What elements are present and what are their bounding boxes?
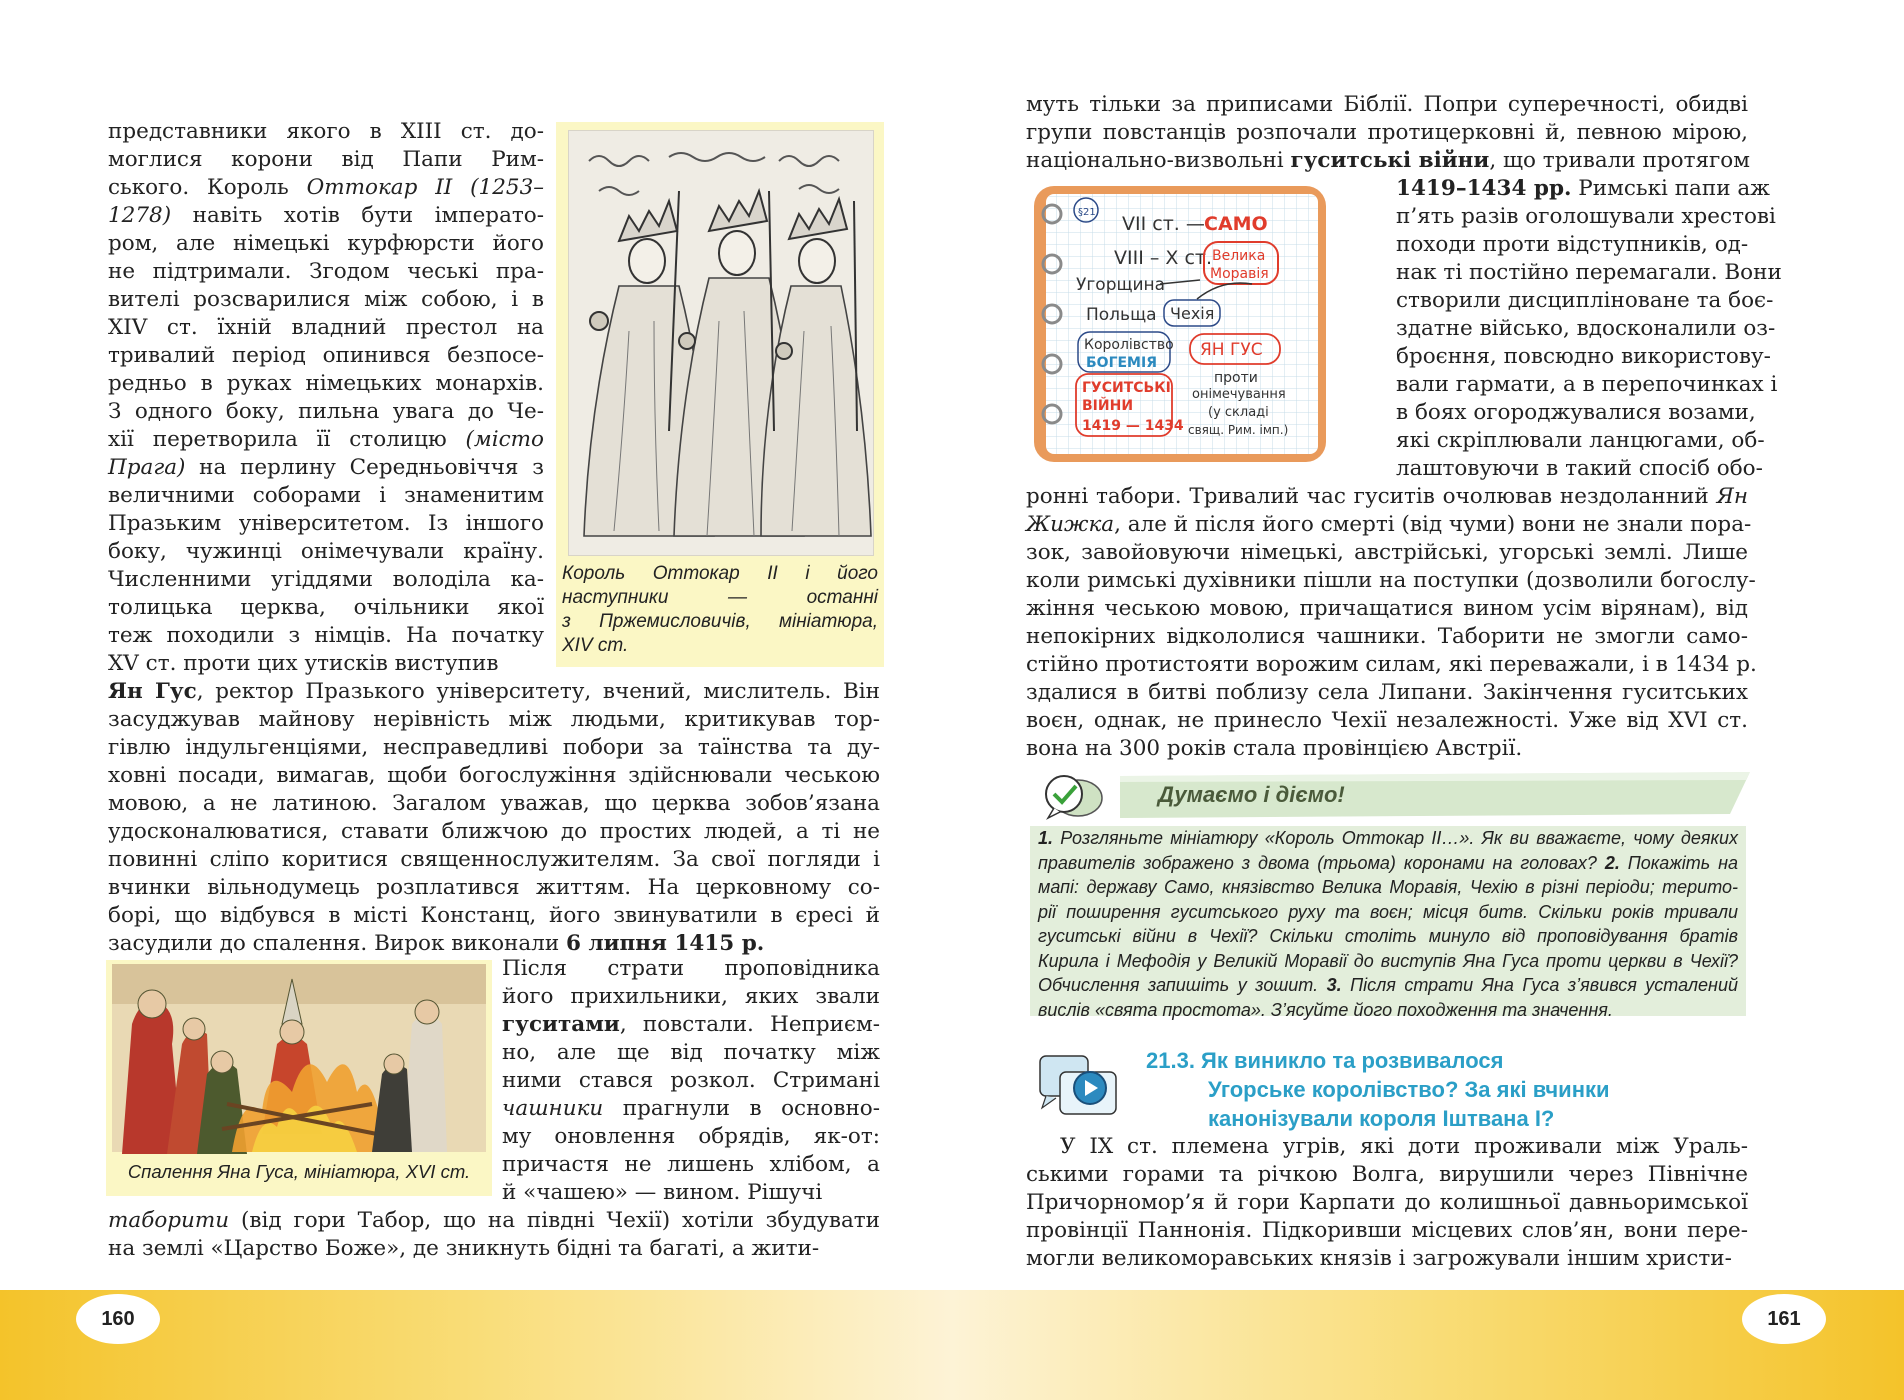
text-line: Кирила і Мефодія у Великій Моравії до виступів Яна Гуса проти церкви в Чехії? xyxy=(1038,950,1738,971)
task-banner-title: Думаємо і діємо! xyxy=(1158,782,1345,807)
svg-text:§21: §21 xyxy=(1078,207,1096,218)
svg-text:VIII – X ст.: VIII – X ст. xyxy=(1114,247,1212,269)
video-icon xyxy=(1038,1050,1128,1122)
text-line: ронні табори. Тривалий час гуситів очолював нездоланний Ян xyxy=(1026,484,1748,509)
text-line: Обчислення запишіть у зошит. 3. Після страти Яна Гуса з’явився усталений xyxy=(1038,975,1738,995)
svg-text:1419 — 1434: 1419 — 1434 xyxy=(1082,418,1184,434)
section-heading-line3: канонізували короля Іштвана І? xyxy=(1208,1106,1555,1131)
text-line: групи повстанців розпочали протицерковні й, певною мірою, xyxy=(1026,120,1748,145)
text-line: хії перетворила її столицю (місто xyxy=(108,427,544,452)
text-line: мовою, а не латиною. Загалом уважав, що церква зобов’язана xyxy=(108,791,880,816)
text-line: редньо в руках німецьких монархів. xyxy=(108,371,544,396)
text-line: ськими горами та річкою Волга, вирушили через Північне xyxy=(1026,1162,1748,1187)
footer-band xyxy=(0,1290,1904,1400)
svg-text:БОГЕМІЯ: БОГЕМІЯ xyxy=(1086,355,1157,371)
right-page xyxy=(952,0,1904,1400)
text-block-full xyxy=(108,678,880,958)
text-line: муть тільки за приписами Біблії. Попри суперечності, обидві xyxy=(1026,92,1748,117)
text-block-side xyxy=(502,955,880,1207)
mindmap-notebook xyxy=(1032,184,1330,466)
text-line: представники якого в XIII ст. до- xyxy=(108,119,544,144)
text-block-top xyxy=(1026,91,1748,175)
text-line: Жижка, але й після його смерті (від чуми) вони не знали пора- xyxy=(1026,512,1752,537)
text-block-end xyxy=(108,1207,880,1263)
figure-hus-burning xyxy=(106,960,492,1196)
text-line: коли римські духівники пішли на поступки (дозволили богослу- xyxy=(1026,568,1756,593)
text-line: повинні сліпо коритися священнослужителям. За свої погляди і xyxy=(108,847,880,872)
ottokar-caption xyxy=(562,562,878,658)
text-line: З одного боку, пильна увага до Че- xyxy=(108,399,544,424)
svg-text:проти: проти xyxy=(1214,370,1258,386)
text-line: XIV ст. їхній владний престол на xyxy=(108,315,544,340)
text-line: толицька церква, очільники якої xyxy=(108,595,544,620)
text-line: не підтримали. Згодом чеські пра- xyxy=(108,259,544,284)
text-line: які скріплювали ланцюгами, об- xyxy=(1396,428,1765,453)
text-line: У IX ст. племена угрів, які доти проживали між Ураль- xyxy=(1060,1134,1748,1159)
text-line: здалися в битві поблизу села Липани. Закінчення гуситських xyxy=(1026,680,1748,705)
text-line: засуджував майнову нерівність між людьми, критикував тор- xyxy=(108,707,880,732)
ottokar-miniature-image xyxy=(568,130,874,556)
text-line: п’ять разів оголошували хрестові xyxy=(1396,204,1776,229)
task-banner-shape xyxy=(1030,768,1750,822)
ottokar-drawing xyxy=(569,131,873,555)
text-line: ними стався розкол. Стримані xyxy=(502,1068,880,1093)
text-line: наступники — останні xyxy=(562,587,878,608)
hus-burning-image xyxy=(112,964,486,1152)
text-line: вителі розсварилися між собою, і в xyxy=(108,287,544,312)
svg-text:ЯН ГУС: ЯН ГУС xyxy=(1200,340,1263,360)
hus-burning-drawing xyxy=(112,964,486,1152)
text-line: правителів зображено з двома (трьома) коронами на головах? 2. Покажіть на xyxy=(1038,852,1738,873)
text-line: з Пржемисловичів, мініатюра, xyxy=(562,611,878,632)
checkmark-icon xyxy=(1036,770,1106,822)
text-line: борі, що відбувся в місті Констанц, його звинуватили в єресі й xyxy=(108,903,880,928)
text-line: гуситські війни в Чехії? Скільки століть минуло від проповідування братів xyxy=(1038,926,1738,946)
text-line: рії поширення гуситського руху та воєн; місця битв. Скільки років тривали xyxy=(1038,901,1738,922)
text-line: вона на 300 років стала провінцією Австрії. xyxy=(1026,736,1523,761)
text-line: створили дисципліноване та боє- xyxy=(1396,288,1774,313)
text-line: здатне військо, вдосконалили оз- xyxy=(1396,316,1776,341)
text-line: 1419–1434 рр. Римські папи аж xyxy=(1396,176,1770,201)
text-line: провінції Паннонія. Підкоривши місцевих слов’ян, вони пере- xyxy=(1026,1218,1748,1243)
section-heading-line2: Угорське королівство? За які вчинки xyxy=(1208,1077,1610,1102)
text-line: вали гармати, а в перепочинках і xyxy=(1396,372,1778,397)
text-line: засудили до спалення. Вирок виконали 6 липня 1415 р. xyxy=(108,931,765,956)
text-line: гівлю індульгенціями, несправедливі побори за таїнства та ду- xyxy=(108,735,880,760)
text-line: но, але ще від початку між xyxy=(502,1040,880,1065)
mindmap-drawing xyxy=(1032,184,1330,466)
figure-ottokar xyxy=(556,122,884,667)
text-line: броєння, повсюдно використову- xyxy=(1396,344,1771,369)
text-block-bottom xyxy=(1026,1133,1748,1273)
text-line: ром, але німецькі курфюрсти його xyxy=(108,231,544,256)
text-line: XV ст. проти цих утисків виступив xyxy=(108,651,499,676)
text-block-side xyxy=(1396,175,1782,483)
task-banner xyxy=(1030,768,1750,822)
text-line: величними соборами і знаменитим xyxy=(108,483,544,508)
text-line: ського. Король Оттокар II (1253– xyxy=(108,175,544,200)
text-line: ховні посади, вимагав, щоби богослужіння здійснювали чеською xyxy=(108,763,880,788)
text-line: вчинки вільнодумець розплатився життям. На церковному со- xyxy=(108,875,880,900)
text-line: 1278) навіть хотів бути імперато- xyxy=(108,203,544,228)
task-questions xyxy=(1030,826,1746,1020)
svg-text:Польща: Польща xyxy=(1086,305,1157,325)
text-line: непокірних відкололися чашники. Таборити не змогли само- xyxy=(1026,624,1748,649)
text-line: могли великоморавських князів і загрожували іншим христи- xyxy=(1026,1246,1732,1271)
text-line: му оновлення обрядів, як-от: xyxy=(502,1124,880,1149)
text-line: воєн, однак, не принесло Чехії незалежності. Уже від XVI ст. xyxy=(1026,708,1748,733)
text-line: Король Оттокар II і його xyxy=(562,563,878,584)
text-line: XIV ст. xyxy=(562,635,629,656)
text-line: в боях огороджувалися возами, xyxy=(1396,400,1756,425)
text-line: вислів «свята простота». З’ясуйте його походження та значення. xyxy=(1038,999,1613,1020)
svg-text:ГУСИТСЬКІ: ГУСИТСЬКІ xyxy=(1082,380,1171,396)
text-line: стійно протистояти ворожим силам, які переважали, і в 1434 р. xyxy=(1026,652,1757,677)
section-heading-line1: 21.3. Як виникло та розвивалося xyxy=(1146,1048,1504,1073)
svg-text:Моравія: Моравія xyxy=(1210,266,1269,282)
text-line: на землі «Царство Боже», де зникнуть бідні та багаті, а жити- xyxy=(108,1236,820,1261)
text-line: Причорномор’я й гори Карпати до колишньої давньоримської xyxy=(1026,1190,1748,1215)
text-line: тривалий період опинився безпосе- xyxy=(108,343,544,368)
text-line: лаштовуючи в такий спосіб обо- xyxy=(1396,456,1763,481)
text-line: зок, завойовуючи німецькі, австрійські, угорські землі. Лише xyxy=(1026,540,1748,565)
text-line: боку, чужинці онімечували країну. xyxy=(108,539,544,564)
svg-text:онімечування: онімечування xyxy=(1192,387,1286,402)
svg-text:VII ст. —: VII ст. — xyxy=(1122,213,1205,235)
text-line: нак ті постійно перемагали. Вони xyxy=(1396,260,1782,285)
text-line: національно-визвольні гуситські війни, що тривали протягом xyxy=(1026,148,1750,173)
text-line: 1. Розгляньте мініатюру «Король Оттокар II…». Як ви вважаєте, чому деяких xyxy=(1038,828,1738,848)
text-line: Численними угіддями володіла ка- xyxy=(108,567,544,592)
text-line: удосконалюватися, ставати ближчою до простих людей, а ті не xyxy=(108,819,880,844)
svg-text:свящ. Рим. імп.): свящ. Рим. імп.) xyxy=(1188,423,1289,437)
text-line: й «чашею» — вином. Рішучі xyxy=(502,1180,823,1205)
text-line: гуситами, повстали. Неприєм- xyxy=(502,1012,880,1037)
text-line: Після страти проповідника xyxy=(502,956,880,981)
text-line: чашники прагнули в основно- xyxy=(502,1096,880,1121)
text-line: таборити (від гори Табор, що на півдні Чехії) хотіли збудувати xyxy=(108,1208,880,1233)
svg-text:ВІЙНИ: ВІЙНИ xyxy=(1082,398,1134,414)
text-line: причастя не лишень хлібом, а xyxy=(502,1152,880,1177)
hus-burning-caption: Спалення Яна Гуса, мініатюра, XVI ст. xyxy=(127,1161,471,1182)
text-line: жіння чеською мовою, причащатися вином усім вірянам), від xyxy=(1026,596,1748,621)
text-line: Прага) на перлину Середньовіччя з xyxy=(108,455,544,480)
text-block-full xyxy=(1026,483,1757,763)
text-line: Ян Гус, ректор Празького університету, вчений, мислитель. Він xyxy=(108,679,880,704)
svg-text:Чехія: Чехія xyxy=(1170,304,1215,323)
text-line: Празьким університетом. Із іншого xyxy=(108,511,544,536)
text-line: моглися корони від Папи Рим- xyxy=(108,147,544,172)
text-line: походи проти відступників, од- xyxy=(1396,232,1749,257)
svg-text:САМО: САМО xyxy=(1204,213,1268,235)
page-number-left: 160 xyxy=(76,1294,160,1344)
svg-text:(у складі: (у складі xyxy=(1208,405,1269,420)
svg-text:Велика: Велика xyxy=(1212,248,1266,264)
text-line: теж походили з німців. На початку xyxy=(108,623,544,648)
text-line: мапі: державу Само, князівство Велика Моравія, Чехію в різні періоди; терито- xyxy=(1038,877,1738,897)
svg-text:Королівство: Королівство xyxy=(1084,337,1174,353)
svg-text:Угорщина: Угорщина xyxy=(1076,275,1166,295)
page-number-right: 161 xyxy=(1742,1294,1826,1344)
text-block-top xyxy=(108,118,544,678)
text-line: його прихильники, яких звали xyxy=(502,984,880,1009)
